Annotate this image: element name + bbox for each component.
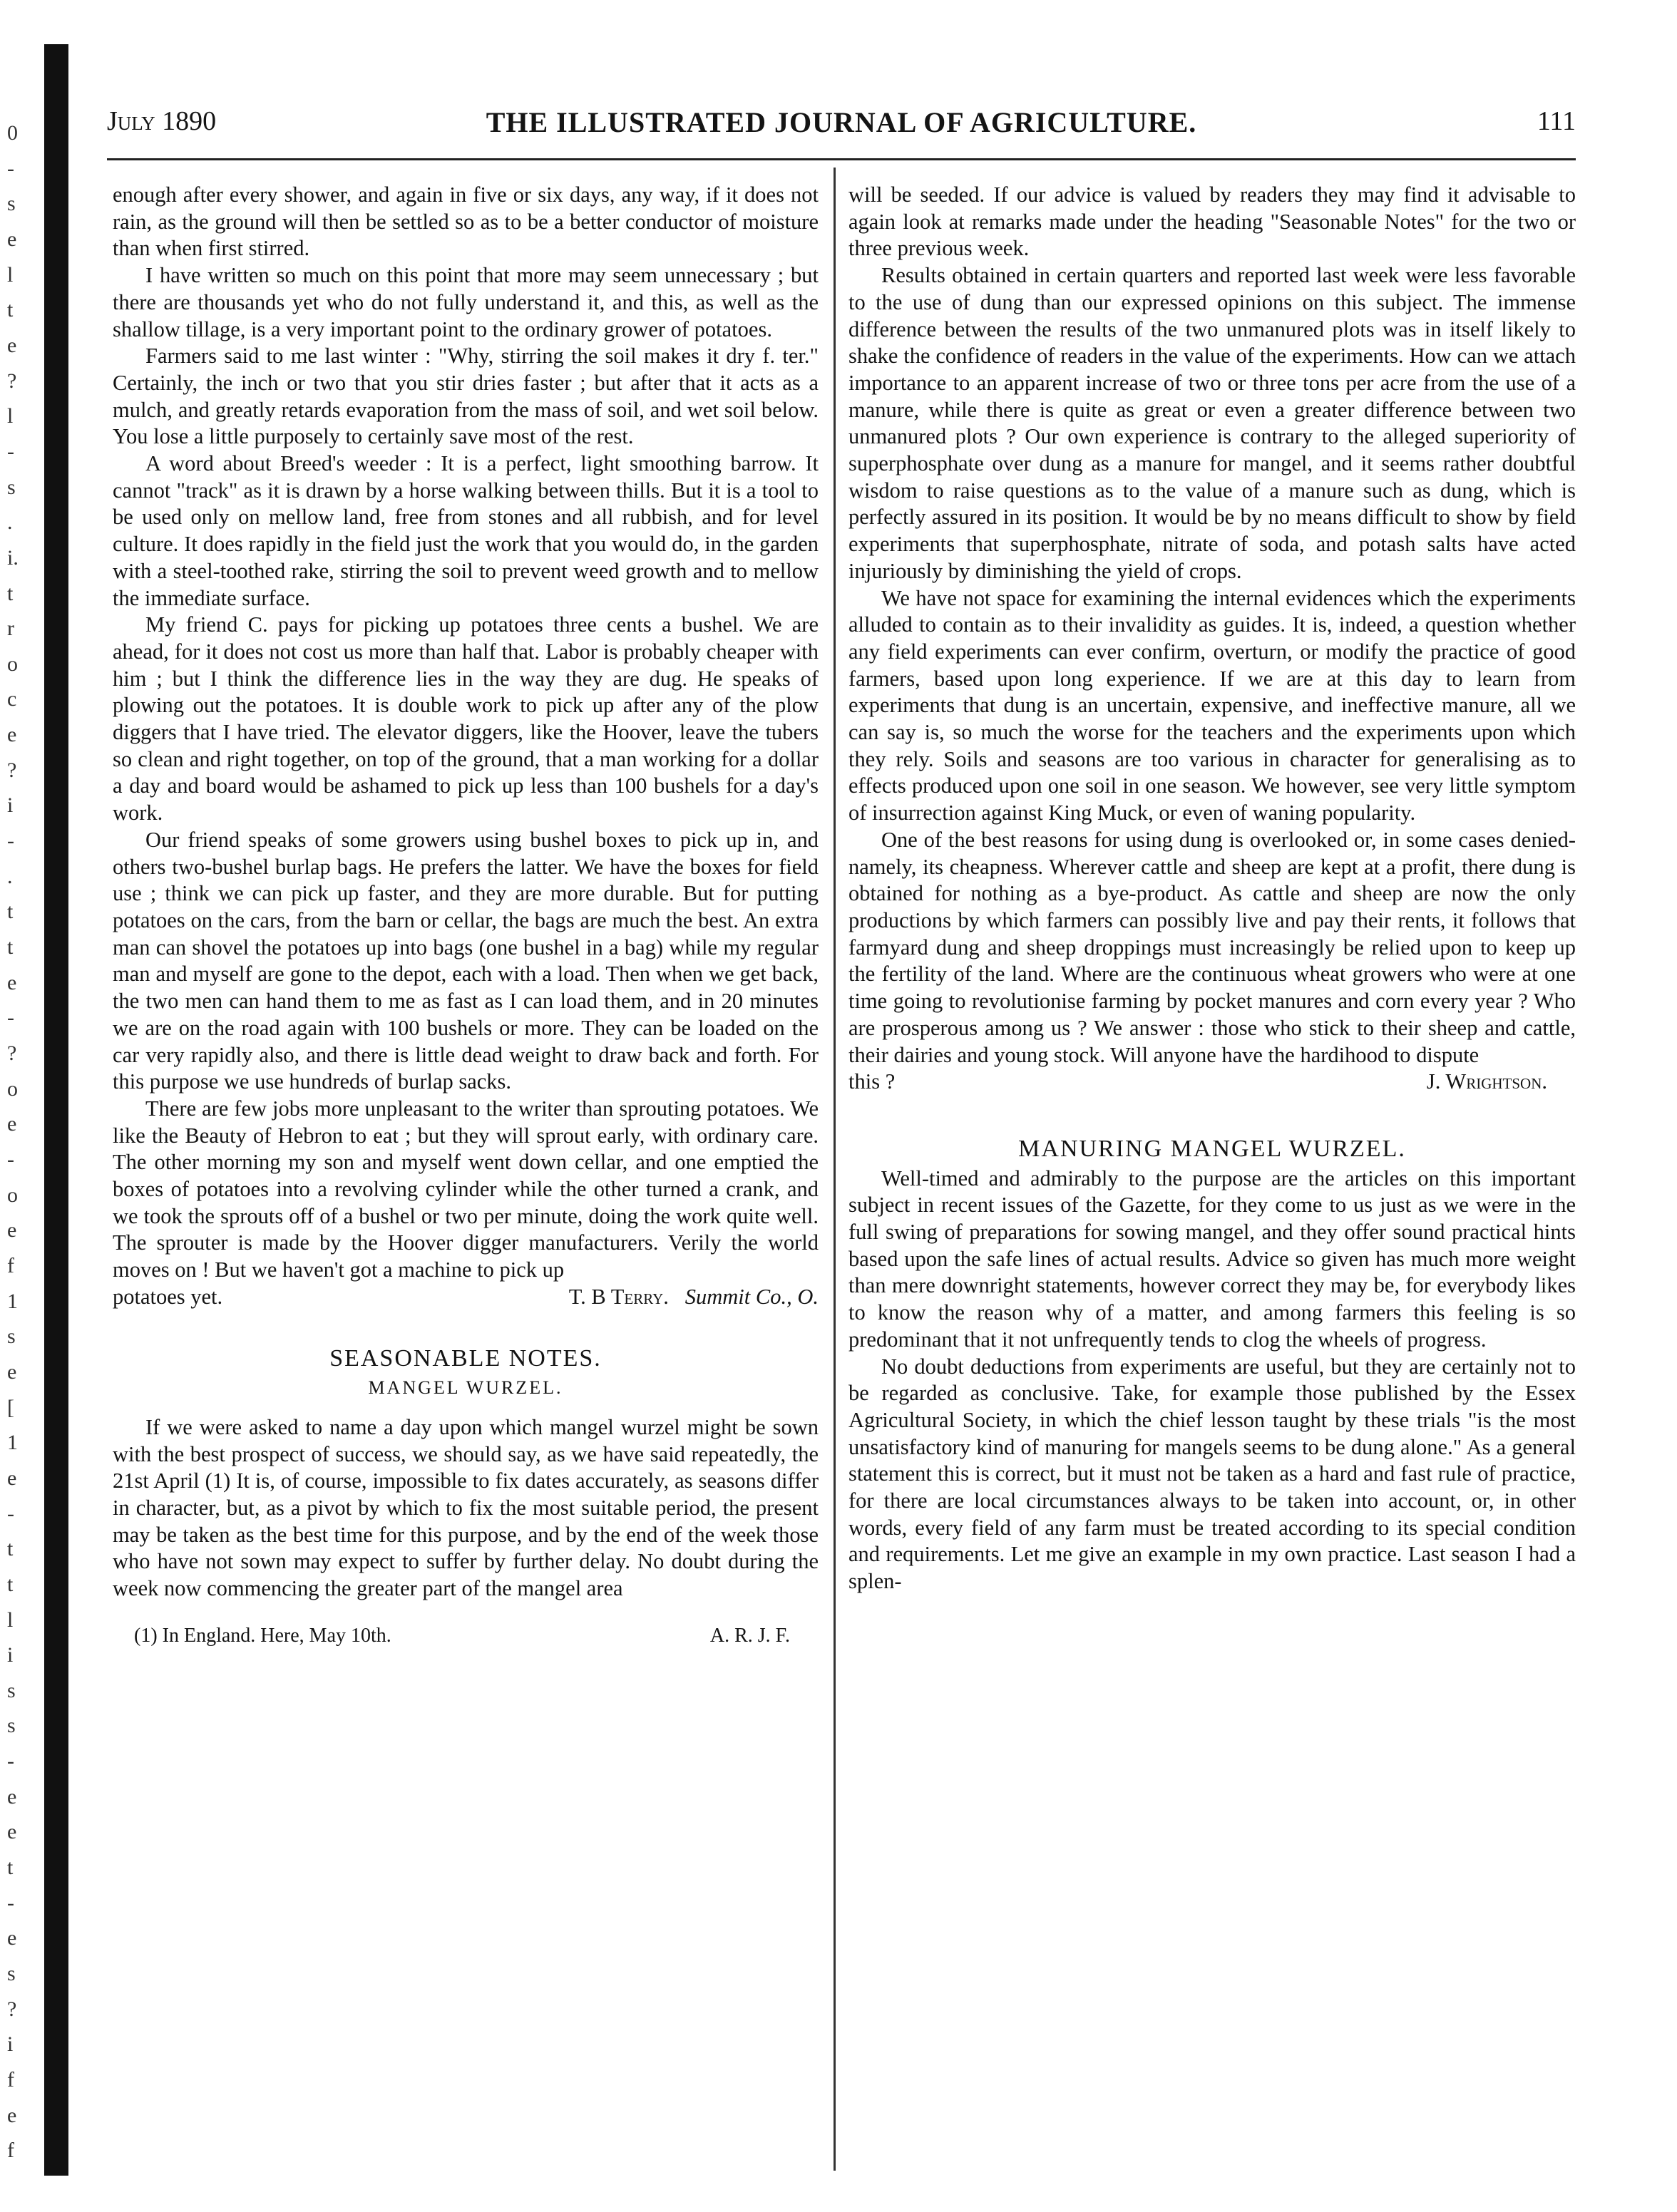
margin-char: s: [7, 1324, 16, 1348]
margin-char: e: [7, 334, 17, 357]
margin-char: .: [7, 510, 13, 534]
margin-char: 0: [7, 121, 18, 145]
header-rule: [107, 158, 1576, 160]
author-signature: [113, 1284, 819, 1311]
paragraph: Results obtained in certain quarters and reported last week were less favorable to the use of dung than our expressed opinions on this subject. The immense difference between the results of the two unmanured plots was in itself likely to shake the confidence of readers in the value of the experiments. How can we attach importance to an apparent increase of two or three tons per acre from the use of a manure, while there is quite as great or even a greater difference between two unmanured plots ? Our own experience is contrary to the alleged superiority of superphosphate over dung as a manure for mangel, and it seems rather doubtful wisdom to raise questions as to the value of a manure such as dung, which is perfectly assured in its position. It would be by no means difficult to show by field experiments that superphosphate, nitrate of soda, and potash salts have acted injuriously by diminishing the yield of crops.: [848, 263, 1576, 583]
footnote-text: (1) In England. Here, May 10th.: [134, 1624, 391, 1647]
margin-char: t: [7, 1573, 14, 1596]
margin-char: o: [7, 1077, 18, 1101]
section-title: MANURING MANGEL WURZEL.: [1018, 1135, 1406, 1162]
margin-char: e: [7, 971, 17, 994]
footnote-signature: A. R. J. F.: [709, 1624, 790, 1647]
margin-char: .: [7, 865, 13, 888]
margin-char: e: [7, 2104, 17, 2127]
paragraph: Our friend speaks of some growers using bushel boxes to pick up in, and others two-bushel burlap bags. He prefers the latter. We have the boxes for field use ; think we can pick up faster, and they are more durable. But for putting potatoes on the cars, from the barn or cellar, the bags are much the best. An extra man can shovel the potatoes up into bags (one bushel in a bag) while my regular man and myself are gone to the depot, each with a load. Then when we get back, the two men can hand them to me as fast as I can load them, and in 20 minutes we are on the road again with 100 bushels or more. They can be loaded on the car very rapidly also, and there is little dead weight to draw back and forth. For this purpose we use hundreds of burlap sacks.: [113, 827, 819, 1094]
paragraph: There are few jobs more unpleasant to the writer than sprouting potatoes. We like the Beauty of Hebron to eat ; but they will sprout early, with ordinary care. The other morning my son and myself went down cellar, and one emptied the boxes of potatoes into a revolving cylinder while the other turned a crank, and we took the sprouts off of a bushel or two per minute, doing the work quite well. The sprouter is made by the Hoover digger manufacturers. Verily the world moves on ! But we haven't got a machine to pick up: [113, 1096, 819, 1282]
footnote: [113, 1622, 819, 1650]
author-name: J. Wrightson.: [1426, 1069, 1547, 1094]
margin-char: -: [7, 829, 14, 853]
margin-char: e: [7, 1466, 17, 1490]
paragraph: I have written so much on this point that more may seem unnecessary ; but there are thousands yet who do not fully understand it, and this, as well as the shallow tillage, is a very important point to the ordinary grower of potatoes.: [113, 263, 819, 341]
margin-char: -: [7, 157, 14, 180]
paragraph: A word about Breed's weeder : It is a perfect, light smoothing barrow. It cannot "track" as it is drawn by a horse walking between thills. But it is a tool to be used only on mellow land, free from stones and all rubbish, and for level culture. It does rapidly in the field just the work that you would do, in the garden with a steel-toothed rake, stirring the soil to prevent weed growth and to mellow the immediate surface.: [113, 451, 819, 610]
paragraph: If we were asked to name a day upon which mangel wurzel might be sown with the best prospect of success, we should say, as we have said repeatedly, the 21st April (1) It is, of course, impossible to fix dates accurately, as seasons differ in character, but, as a pivot by which to fix the most suitable period, the present may be taken as the best time for this purpose, and by the end of the week those who have not sown may expect to suffer by further delay. No doubt during the week now commencing the greater part of the mangel area: [113, 1414, 819, 1601]
margin-char: t: [7, 935, 14, 959]
running-header: [107, 106, 1576, 148]
margin-char: f: [7, 2068, 14, 2092]
signature-block: [569, 1284, 819, 1311]
paragraph: Farmers said to me last winter : "Why, stirring the soil makes it dry f. ter." Certainly, the inch or two that you stir dries faster ; but after that it acts as a mulch, and greatly retards evaporation from the mass of soil, and wet soil below. You lose a little purposely to certainly save most of the rest.: [113, 344, 819, 449]
margin-char: e: [7, 1785, 17, 1809]
margin-char: o: [7, 1183, 18, 1207]
margin-char: f: [7, 1254, 14, 1277]
margin-char: ?: [7, 1997, 17, 2021]
margin-char: e: [7, 1218, 17, 1242]
paragraph: My friend C. pays for picking up potatoes three cents a bushel. We are ahead, for it does not cost us more than half that. Labor is probably cheaper with him ; but I think the difference lies in the way they are dug. He speaks of plowing out the potatoes. It is double work to pick up after any of the plow diggers that I have tried. The elevator diggers, like the Hoover, leave the tubers so clean and right together, on top of the ground, that a man working for a dollar a day and board would be ashamed to pick up less than 100 bushels for a day's work.: [113, 612, 819, 825]
margin-char: l: [7, 404, 14, 428]
scan-binding-shadow: [44, 44, 68, 2176]
margin-char: -: [7, 1148, 14, 1171]
margin-char: s: [7, 1714, 16, 1737]
paragraph: We have not space for examining the internal evidences which the experiments alluded to contain as to their invalidity as guides. It is, indeed, a question whether any field experiments can ever confirm, overturn, or modify the practice of good farmers, based upon long experience. If we are at this day to learn from experiments that dung is an uncertain, expensive, and ineffective manure, all we can say is, so much the worse for the teachers and the experiments upon which they rely. Soils and seasons are too various in character for generalising as to effects produced upon one soil in one season. We however, see very little symptom of insurrection against King Muck, or even of waning popularity.: [848, 585, 1576, 825]
margin-char: -: [7, 1502, 14, 1526]
paragraph: One of the best reasons for using dung is overlooked or, in some cases denied-namely, its cheapness. Wherever cattle and sheep are kept at a profit, there dung is obtained for nothing as a bye-product. As cattle and sheep are now the only productions by which farmers can possibly live and pay their rents, it follows that farmyard dung and sheep droppings must increasingly be relied upon to keep up the fertility of the land. Where are the continuous wheat growers who were at one time going to revolutionise farming by pocket manures and corn every year ? Who are prosperous among us ? We answer : those who stick to their sheep and cattle, their dairies and young stock. Will anyone have the hardihood to dispute: [848, 827, 1576, 1067]
margin-char: e: [7, 1926, 17, 1950]
margin-char: ?: [7, 369, 17, 393]
cropped-margin-text: [0, 121, 29, 2188]
margin-char: t: [7, 1537, 14, 1560]
margin-char: r: [7, 617, 14, 640]
margin-char: f: [7, 2139, 14, 2162]
journal-title: THE ILLUSTRATED JOURNAL OF AGRICULTURE.: [486, 106, 1197, 138]
author-name: T. B Terry.: [568, 1284, 669, 1309]
margin-char: i: [7, 1643, 14, 1667]
margin-char: [: [7, 1396, 14, 1419]
margin-char: -: [7, 1006, 14, 1029]
margin-char: c: [7, 687, 17, 711]
margin-char: e: [7, 1820, 17, 1843]
margin-char: s: [7, 192, 16, 215]
paragraph: Well-timed and admirably to the purpose are the articles on this important subject in recent issues of the Gazette, for they come to us just as we were in the full swing of preparations for sowing mangel, and they offer sound practical hints based upon the safe lines of actual results. Advice so given has much more weight than mere downright statements, however correct they may be, for everybody likes to know the reason why of a matter, and among farmers this feeling is so predominant that it not unfrequently tends to clog the wheels of progress.: [848, 1166, 1576, 1352]
margin-char: e: [7, 1112, 17, 1136]
section-title: SEASONABLE NOTES.: [329, 1344, 602, 1372]
margin-char: e: [7, 723, 17, 746]
margin-char: l: [7, 263, 14, 287]
margin-char: ?: [7, 1041, 17, 1065]
margin-char: o: [7, 652, 18, 676]
margin-char: 1: [7, 1290, 18, 1313]
margin-char: s: [7, 475, 16, 499]
margin-char: s: [7, 1962, 16, 1985]
issue-date: July 1890: [107, 106, 217, 136]
author-place: Summit Co., O.: [684, 1284, 819, 1309]
signature-lead: potatoes yet.: [113, 1284, 223, 1309]
author-signature: [848, 1069, 1576, 1096]
margin-char: t: [7, 298, 14, 321]
paragraph: No doubt deductions from experiments are useful, but they are certainly not to be regarded as conclusive. Take, for example those published by the Essex Agricultural Society, in which the chief lesson taught by these trials "is the most unsatisfactory kind of manuring for mangels seems to be dung alone." As a general statement this is correct, but it must not be taken as a hard and fast rule of practice, for there are local circumstances always to be taken into account, or, in other words, every field of any farm must be treated according to its special condition and requirements. Let me give an example in my own practice. Last season I had a splen-: [848, 1354, 1576, 1594]
signature-lead: this ?: [848, 1069, 896, 1094]
margin-char: t: [7, 900, 14, 923]
paragraph: enough after every shower, and again in five or six days, any way, if it does not rain, as the ground will then be settled so as to be a better conductor of moisture than when first stirred.: [113, 182, 819, 261]
margin-char: -: [7, 1749, 14, 1773]
margin-char: t: [7, 582, 14, 605]
margin-char: i: [7, 793, 14, 817]
section-subtitle: MANGEL WURZEL.: [368, 1377, 563, 1399]
page-number: 111: [1537, 106, 1576, 136]
margin-char: i: [7, 2032, 14, 2056]
margin-char: ?: [7, 758, 17, 782]
paragraph: will be seeded. If our advice is valued by readers they may find it advisable to again look at remarks made under the heading "Seasonable Notes" for the two or three previous week.: [848, 182, 1576, 261]
margin-char: i.: [7, 546, 19, 570]
right-column: [848, 182, 1576, 1595]
margin-char: e: [7, 1360, 17, 1384]
margin-char: -: [7, 440, 14, 463]
margin-char: t: [7, 1856, 14, 1879]
margin-char: s: [7, 1679, 16, 1702]
margin-char: -: [7, 1891, 14, 1915]
margin-char: 1: [7, 1431, 18, 1454]
column-divider: [834, 168, 836, 2171]
margin-char: e: [7, 227, 17, 251]
left-column: [113, 182, 819, 1650]
margin-char: l: [7, 1608, 14, 1632]
